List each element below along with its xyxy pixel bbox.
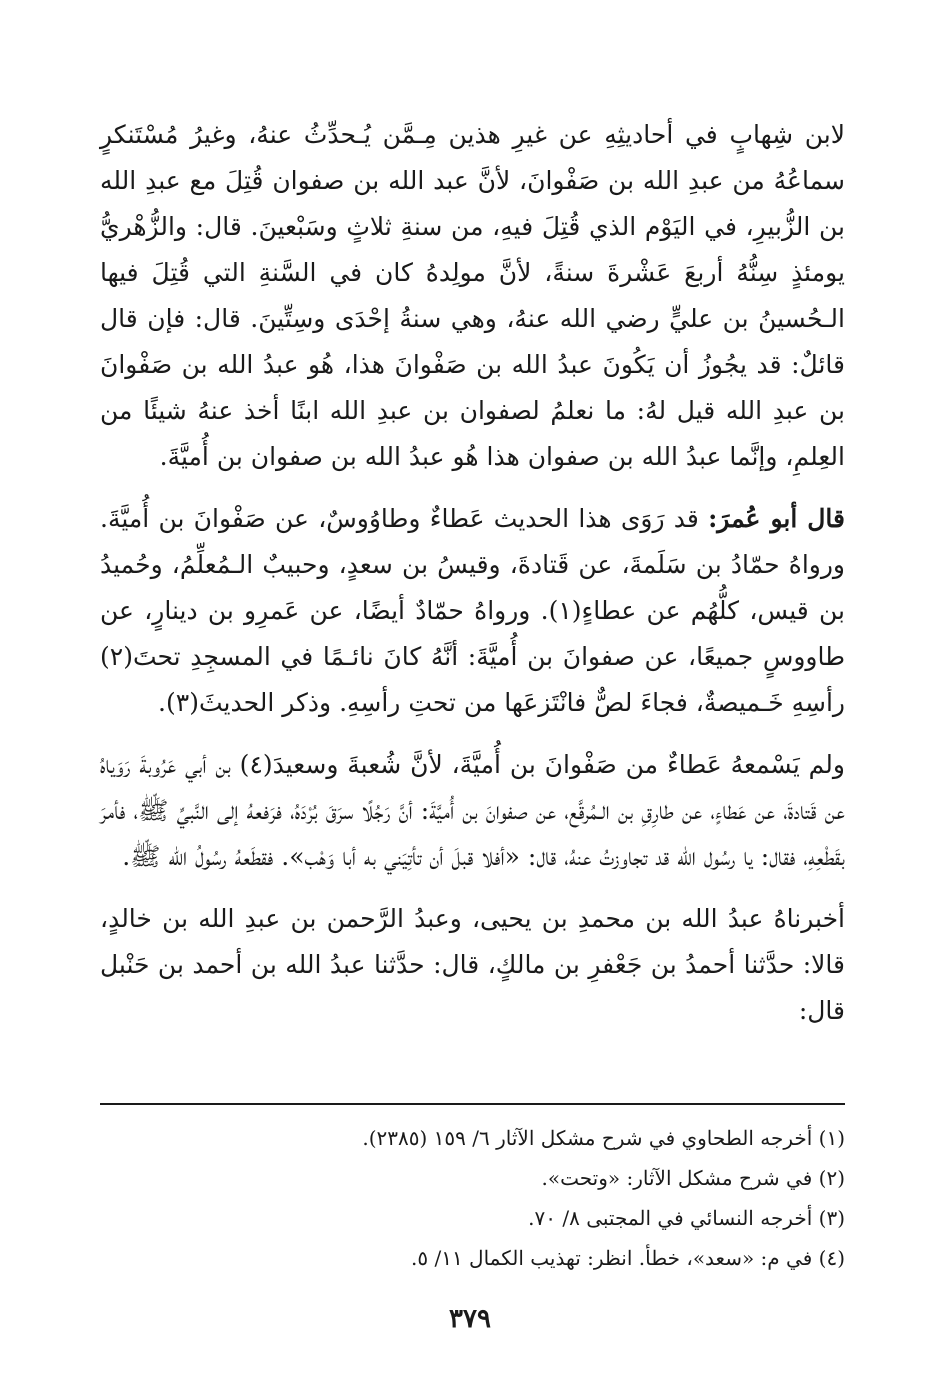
footnote-separator xyxy=(100,1103,845,1105)
paragraph-4-text: أخبرناهُ عبدُ الله بن محمدِ بن يحيى، وعبدُ الرَّحمن بن عبدِ الله بن خالدٍ، قالا: حدَّثنا أحمدُ بن جَعْفرِ بن مالكٍ، قال: حدَّثنا عبدُ الله بن أحمد بن حَنْبل قال: xyxy=(100,904,845,1025)
paragraph-2 xyxy=(100,496,845,726)
paragraph-4 xyxy=(100,896,845,1034)
footnote-2: (٢) في شرح مشكل الآثار: «وتحت». xyxy=(541,1166,845,1190)
footnotes xyxy=(100,1118,845,1278)
main-text xyxy=(100,112,845,1050)
footnote-1: (١) أخرجه الطحاوي في شرح مشكل الآثار ٦/ ١٥٩ (٢٣٨٥). xyxy=(362,1126,845,1150)
paragraph-1 xyxy=(100,112,845,480)
paragraph-2-lead: قال أبو عُمرَ: xyxy=(708,504,845,533)
page-number: ٣٧٩ xyxy=(449,1304,491,1334)
footnote-4: (٤) في م: «سعد»، خطأ. انظر: تهذيب الكمال ١١/ ٥. xyxy=(410,1246,845,1270)
paragraph-2-text: قد رَوَى هذا الحديث عَطاءٌ وطاوُوسٌ، عن صَفْوانَ بن أُميَّةَ. ورواهُ حمّادُ بن سَلَمةَ، عن قَتادةَ، وقيسُ بن سعدٍ، وحبيبٌ الـمُعلِّمُ، وحُميدُ بن قيس، كلُّهُم عن عطاءٍ(١). ورواهُ حمّادٌ أيضًا، عن عَمرِو بن دينارٍ، عن طاووسٍ جميعًا، عن صفوانَ بن أُميَّةَ: أنَّهُ كانَ نائـمًا في المسجِدِ تحتَ(٢) رأسِهِ خَـميصةٌ، فجاءَ لصٌّ فانْتَزعَها من تحتِ رأسِهِ. وذكر الحديثَ(٣). xyxy=(100,504,845,717)
paragraph-1-text: لابن شِهابٍ في أحاديثِهِ عن غيرِ هذين مِـمَّن يُـحدِّثُ عنهُ، وغيرُ مُسْتَنكرٍ سماعُهُ من عبدِ الله بن صَفْوانَ، لأنَّ عبد الله بن صفوان قُتِلَ مع عبدِ الله بن الزُّبيرِ، في اليَوْم الذي قُتِلَ فيهِ، من سنةِ ثلاثٍ وسَبْعينَ. قال: والزُّهْريُّ يومئذٍ سِنُّهُ أربعَ عَشْرةَ سنةً، لأنَّ مولِدهُ كان في السَّنةِ التي قُتِلَ فيها الـحُسينُ بن عليٍّ رضي الله عنهُ، وهي سنةُ إحْدَى وسِتِّينَ. قال: فإن قال قائلٌ: قد يجُوزُ أن يَكُونَ عبدُ الله بن صَفْوانَ هذا، هُو عبدُ الله بن صَفْوانَ بن عبدِ الله قيل لهُ: ما نعلمُ لصفوان بن عبدِ الله ابنًا أخذ عنهُ شيئًا من العِلمِ، وإنَّما عبدُ الله بن صفوان هذا هُو عبدُ الله بن صفوان بن أُميَّةَ. xyxy=(100,120,845,471)
footnote-3: (٣) أخرجه النسائي في المجتبى ٨/ ٧٠. xyxy=(528,1206,845,1230)
paragraph-3-text: ولم يَسْمعهُ عَطاءٌ من صَفْوانَ بن أُميَّةَ، لأنَّ شُعبةَ وسعيدَ(٤) بن أبي عَرُوبةَ رَوَياهُ عن قَتادةَ، عن عَطاءٍ، عن طارِقِ بن الـمُرقَّع، عن صفوانَ بن أُميَّةَ: أنَّ رَجُلًا سرَقَ بُرْدَهُ، فرَفعهُ إلى النَّبيِّ ﷺ، فأمرَ بقَطْعِهِ، فقال: يا رسُول الله قد تجاوزتُ عنهُ، قال: «أفلا قبلَ أن تأتِيَني به أبا وَهْب». فقطَعهُ رسُولُ الله ﷺ. xyxy=(100,750,845,871)
paragraph-3 xyxy=(100,742,845,880)
